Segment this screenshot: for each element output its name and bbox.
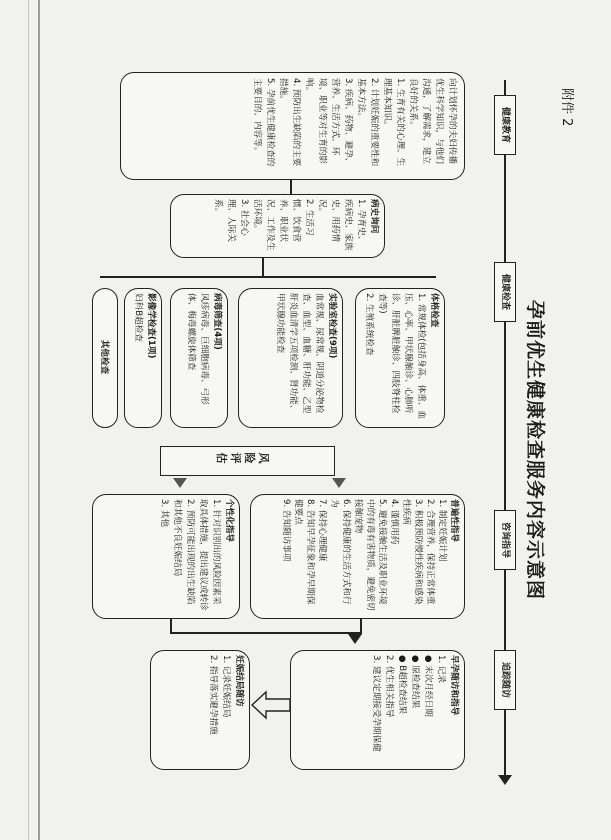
virus-screening-box <box>170 288 228 428</box>
early-pregnancy-box <box>290 650 465 770</box>
history-title: 病史询问 <box>369 199 379 234</box>
physical-line-1: 2. 生殖系统检查 <box>364 293 374 356</box>
general-line-5: 6. 保持健康的生活方式和行为 <box>329 499 351 605</box>
page-title: 孕前优生健康检查服务内容示意图 <box>524 300 546 601</box>
stage-health-education: 健康教育 <box>494 95 516 155</box>
general-title: 普遍性指导 <box>449 499 459 542</box>
spine-arrowhead <box>498 775 512 785</box>
outcome-line-1: 2. 指导落实避孕措施 <box>208 655 218 735</box>
individual-guidance-box <box>92 494 240 619</box>
imaging-title: 影像学检查(1项) <box>146 293 156 359</box>
early-line-3: ● B超检查结果 <box>397 655 407 715</box>
individual-line-0: 1. 针对识别出的风险因素采取具体措施，提出建议或转诊 <box>198 499 221 611</box>
physical-title: 体格检查 <box>429 293 439 328</box>
early-line-1: ● 末次月经日期 <box>423 655 433 717</box>
general-line-0: 1. 制定妊娠计划 <box>437 499 447 562</box>
individual-title: 个性化指导 <box>224 499 234 542</box>
education-line-5: 5. 孕前优生健康检查的主要目的、内容等。 <box>252 78 275 167</box>
virus-title: 病毒筛查(4项) <box>212 293 222 350</box>
education-line-3: 3. 疾病、药物、避孕、营养、生活方式、环境、职业等对生育的影响。 <box>304 78 353 167</box>
virus-line-0: 风疹病毒、巨细胞病毒、弓形体、梅毒螺旋体筛查 <box>186 293 209 405</box>
connector-guidance-bus <box>170 632 362 634</box>
general-line-7: 8. 告知早孕征象和孕早期保健要点 <box>293 499 315 605</box>
stage-health-check: 健康检查 <box>494 262 516 322</box>
general-line-8: 9. 告知随访事项 <box>281 499 291 562</box>
page-edge-shadow <box>28 0 29 840</box>
lab-line-0: 血常规、尿常规、阴道分泌物检查、血型、血糖、肝功能、乙型肝炎血清学五项检测、肾功能、甲状腺功能检查 <box>275 293 324 414</box>
individual-line-1: 2. 预防可能出现的出生缺陷和其他不良妊娠结局 <box>172 499 195 605</box>
individual-line-2: 3. 其他 <box>159 499 169 528</box>
early-line-4: 2. 优生相关指导 <box>384 655 394 718</box>
history-line-2: 3. 社会心理、人际关系。 <box>213 199 249 242</box>
education-line-4: 4. 预防出生缺陷的主要措施。 <box>278 78 301 167</box>
hollow-arrow-left <box>250 690 290 720</box>
lab-title: 实验室检查(9项) <box>327 293 337 359</box>
education-box <box>120 72 465 180</box>
connector-gen-bus <box>360 619 362 633</box>
annex-label: 附件 2 <box>559 88 574 127</box>
general-line-3: 4. 谨慎用药 <box>389 499 399 545</box>
stage-follow-up: 追踪随访 <box>494 650 516 710</box>
risk-arrow-left <box>173 478 187 488</box>
early-line-5: 3. 建议定期接受孕期保健 <box>371 655 381 752</box>
general-line-4: 5. 避免接触生活及职业环境中的有毒有害物质，避免密切接触宠物 <box>353 499 387 611</box>
general-guidance-box <box>250 494 465 619</box>
page-binding-line <box>38 0 40 840</box>
early-line-2: ● 原检查结果 <box>410 655 420 709</box>
education-line-0: 向计划怀孕的夫妇传播优生科学知识，与他们沟通，了解需求，建立良好的关系。 <box>408 78 457 164</box>
early-title: 早孕随访和指导 <box>449 655 459 716</box>
outcome-line-0: 1. 记录妊娠结局 <box>221 655 231 718</box>
other-title: 其他检查 <box>99 339 109 375</box>
physical-exam-box <box>355 288 445 428</box>
connector-checks-bus <box>100 276 436 278</box>
risk-assessment-box <box>160 446 335 476</box>
connector-edu-history <box>290 180 292 194</box>
education-line-2: 2. 计划妊娠的重要性和基本方法。 <box>356 78 379 167</box>
connector-history-checks <box>262 258 264 278</box>
other-checks-box <box>92 288 118 428</box>
history-line-1: 2. 生活习惯、饮食营养、职业状况、工作及生活环境。 <box>252 199 314 251</box>
outcome-box <box>150 650 250 770</box>
outcome-title: 妊娠结局随访 <box>234 655 244 707</box>
imaging-line-0: 妇科B超检查 <box>133 293 143 342</box>
general-line-1: 2. 合理营养，保持正常体重 <box>425 499 435 605</box>
education-line-1: 1. 生育有关的心理、生理基本知识。 <box>382 78 405 167</box>
history-box <box>170 194 385 258</box>
physical-line-0: 1. 常规体检(包括身高、体重、血压、心率、甲状腺触诊、心肺听诊、肝脏脾脏触诊、四肢脊柱检查等) <box>377 293 426 420</box>
general-line-2: 3. 积极预防慢性疾病和感染性疾病 <box>401 499 423 605</box>
early-line-0: 1. 记录 <box>436 655 446 684</box>
title-block <box>518 300 552 600</box>
imaging-box <box>124 288 162 428</box>
risk-arrow-right <box>332 478 346 488</box>
history-line-0: 1. 孕育史、疾病史、家族史、用药情况。 <box>317 199 366 251</box>
annex-label-block <box>555 88 577 138</box>
risk-label: 风险评估 <box>215 452 270 468</box>
stage-consult-guidance: 咨询指导 <box>494 510 516 570</box>
guidance-to-followup-arrow <box>348 634 362 644</box>
general-line-6: 7. 保持心理健康 <box>317 499 327 562</box>
connector-ind-bus <box>170 619 172 633</box>
lab-tests-box <box>238 288 343 428</box>
